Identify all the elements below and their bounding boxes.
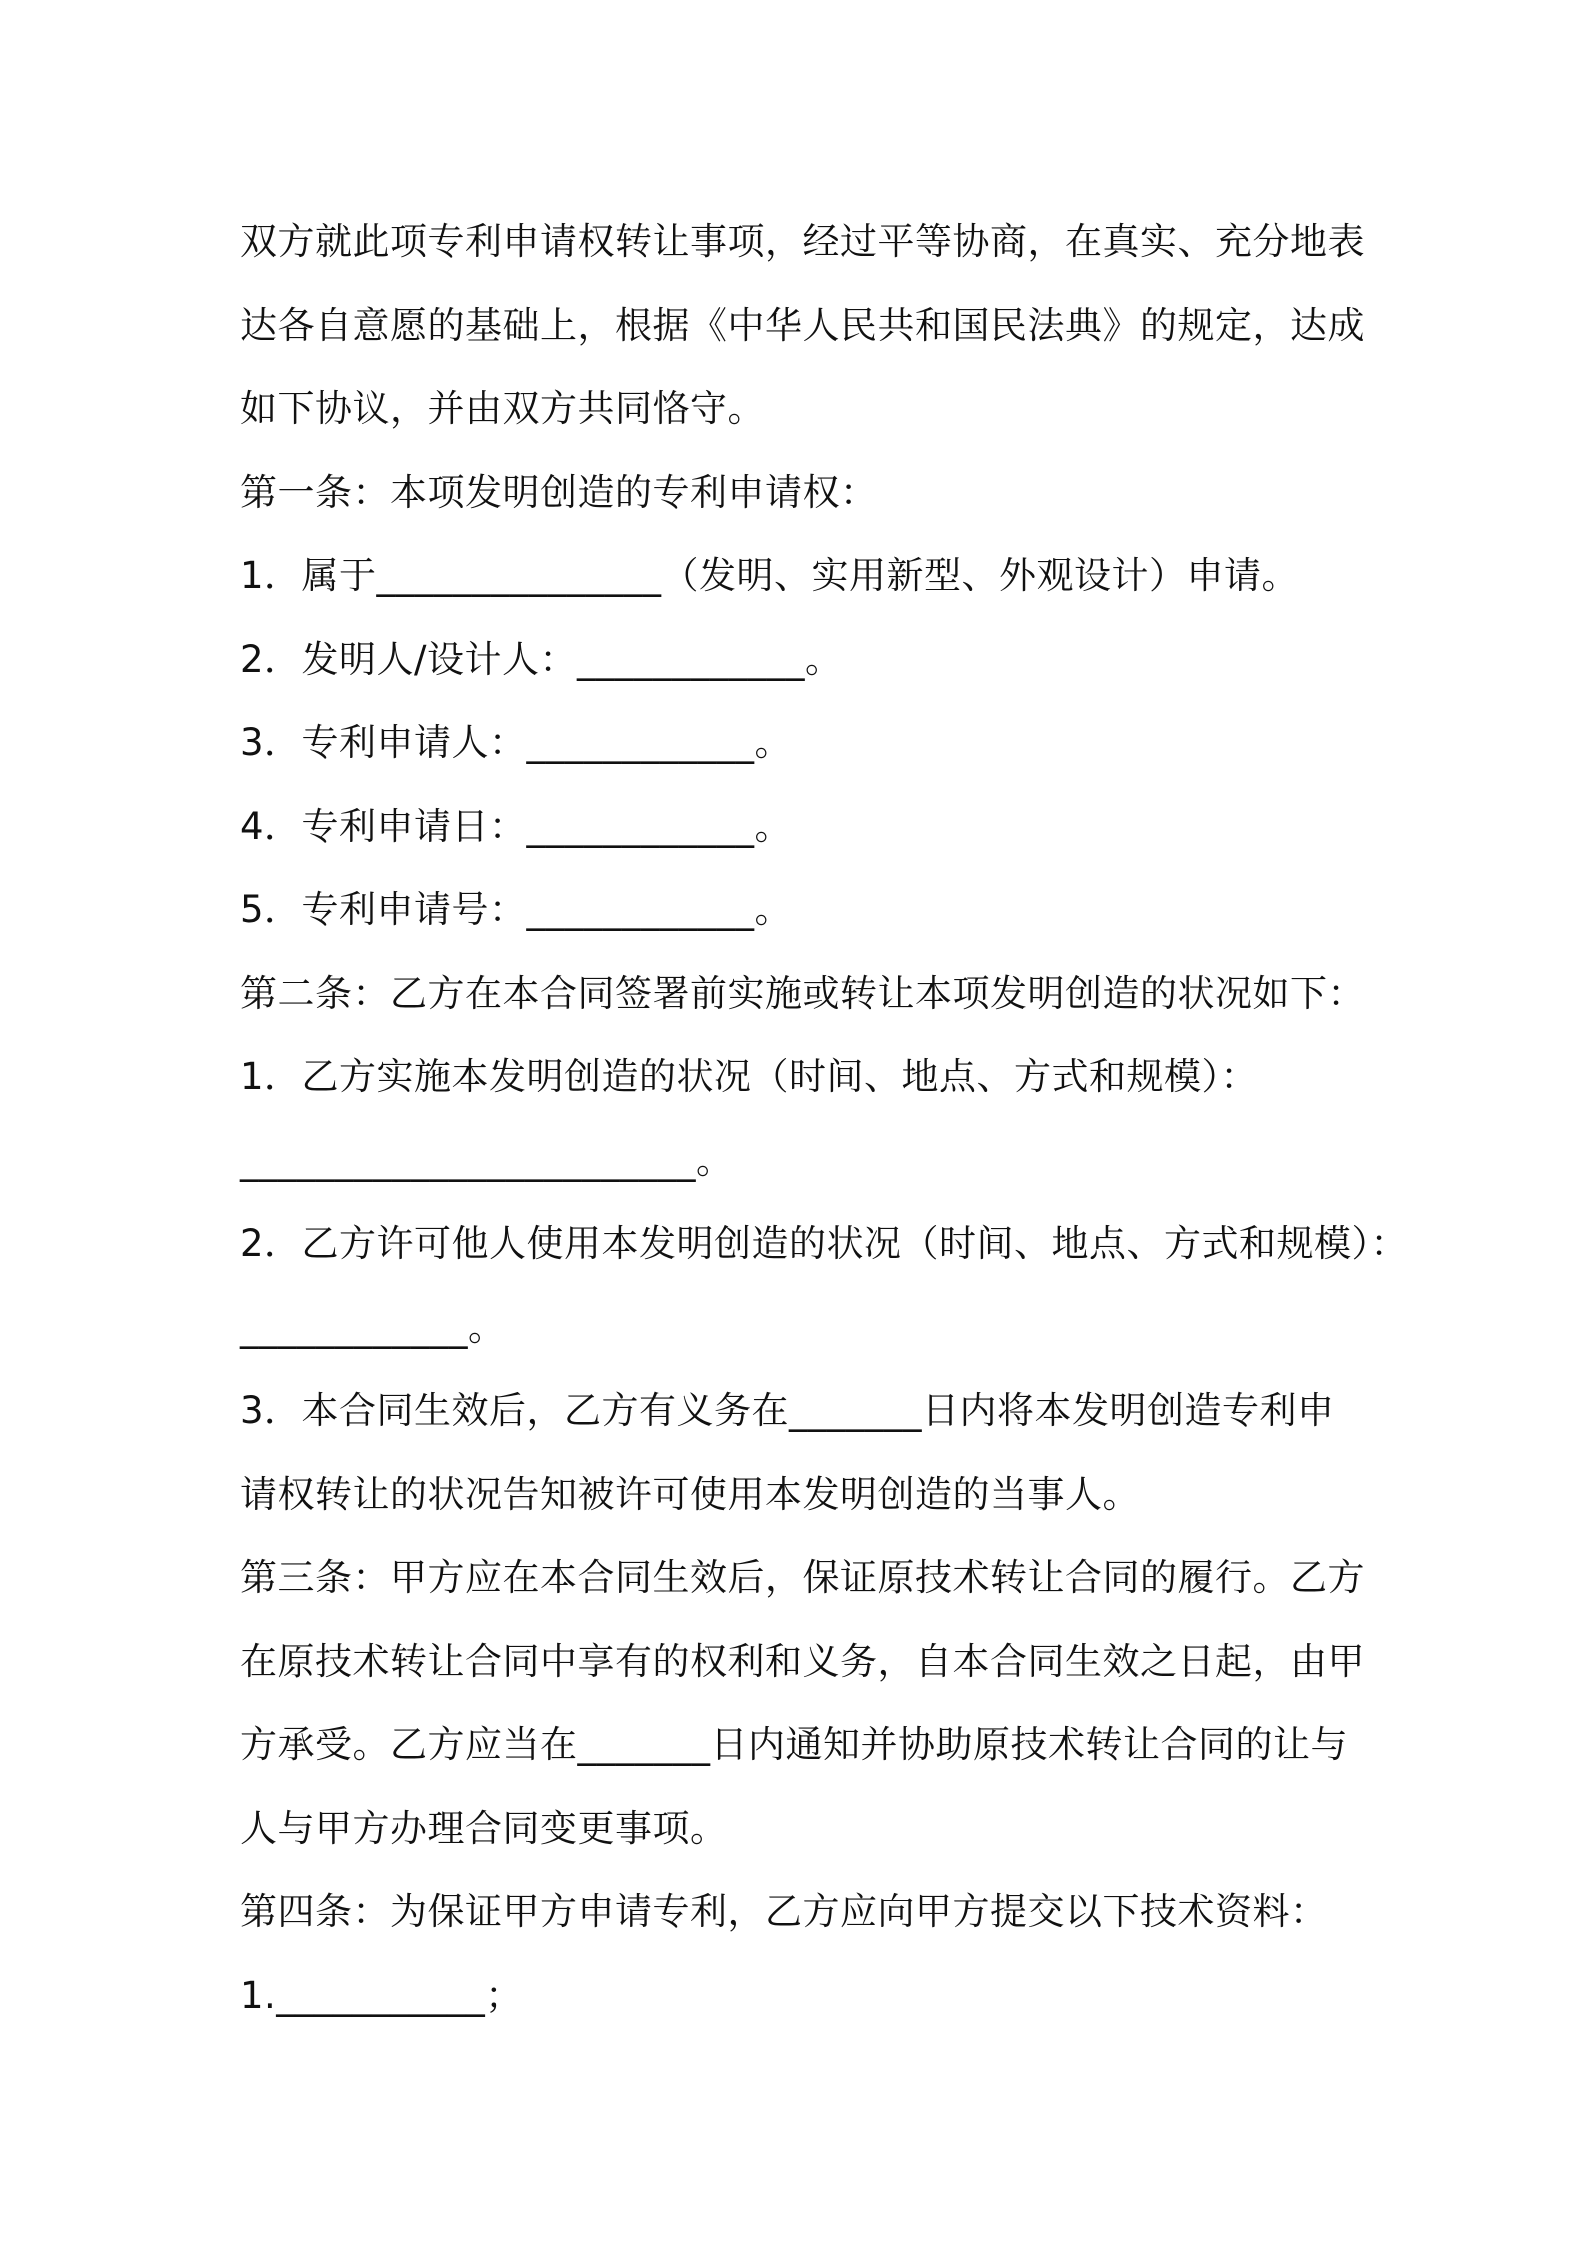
paragraph-line: 双方就此项专利申请权转让事项，经过平等协商，在真实、充分地表: [240, 220, 1365, 263]
list-item: 1．乙方实施本发明创造的状况（时间、地点、方式和规模）：: [240, 1055, 1259, 1098]
article-heading: 第四条：为保证甲方申请专利，乙方应向甲方提交以下技术资料：: [240, 1890, 1328, 1933]
article-heading: 第一条：本项发明创造的专利申请权：: [240, 470, 878, 514]
paragraph-line: 达各自意愿的基础上，根据《中华人民共和国民法典》的规定，达成: [240, 303, 1365, 347]
list-item: 4．专利申请日：____________。: [240, 804, 793, 848]
list-item: 1．属于_______________（发明、实用新型、外观设计）申请。: [240, 554, 1300, 597]
paragraph-line: 在原技术转让合同中享有的权利和义务，自本合同生效之日起，由甲: [240, 1639, 1365, 1683]
list-item: 3．本合同生效后，乙方有义务在_______日内将本发明创造专利申: [240, 1389, 1335, 1432]
paragraph-line: 人与甲方办理合同变更事项。: [240, 1806, 728, 1850]
list-item: 5．专利申请号：____________。: [240, 888, 793, 931]
paragraph-line: 请权转让的状况告知被许可使用本发明创造的当事人。: [240, 1472, 1140, 1516]
blank-field-line: ________________________。: [240, 1138, 734, 1182]
article-heading: 第三条：甲方应在本合同生效后，保证原技术转让合同的履行。乙方: [240, 1556, 1365, 1599]
article-heading: 第二条：乙方在本合同签署前实施或转让本项发明创造的状况如下：: [240, 971, 1365, 1015]
paragraph-line: 如下协议，并由双方共同恪守。: [240, 387, 765, 430]
list-item: 2．发明人/设计人：____________。: [240, 637, 843, 681]
list-item: 3．专利申请人：____________。: [240, 721, 793, 764]
list-item: 2．乙方许可他人使用本发明创造的状况（时间、地点、方式和规模）：: [240, 1222, 1409, 1265]
paragraph-line: 方承受。乙方应当在_______日内通知并协助原技术转让合同的让与: [240, 1723, 1348, 1766]
blank-field-line: ____________。: [240, 1305, 506, 1349]
list-item: 1.___________；: [240, 1973, 523, 2017]
document-body: [240, 200, 1409, 2037]
